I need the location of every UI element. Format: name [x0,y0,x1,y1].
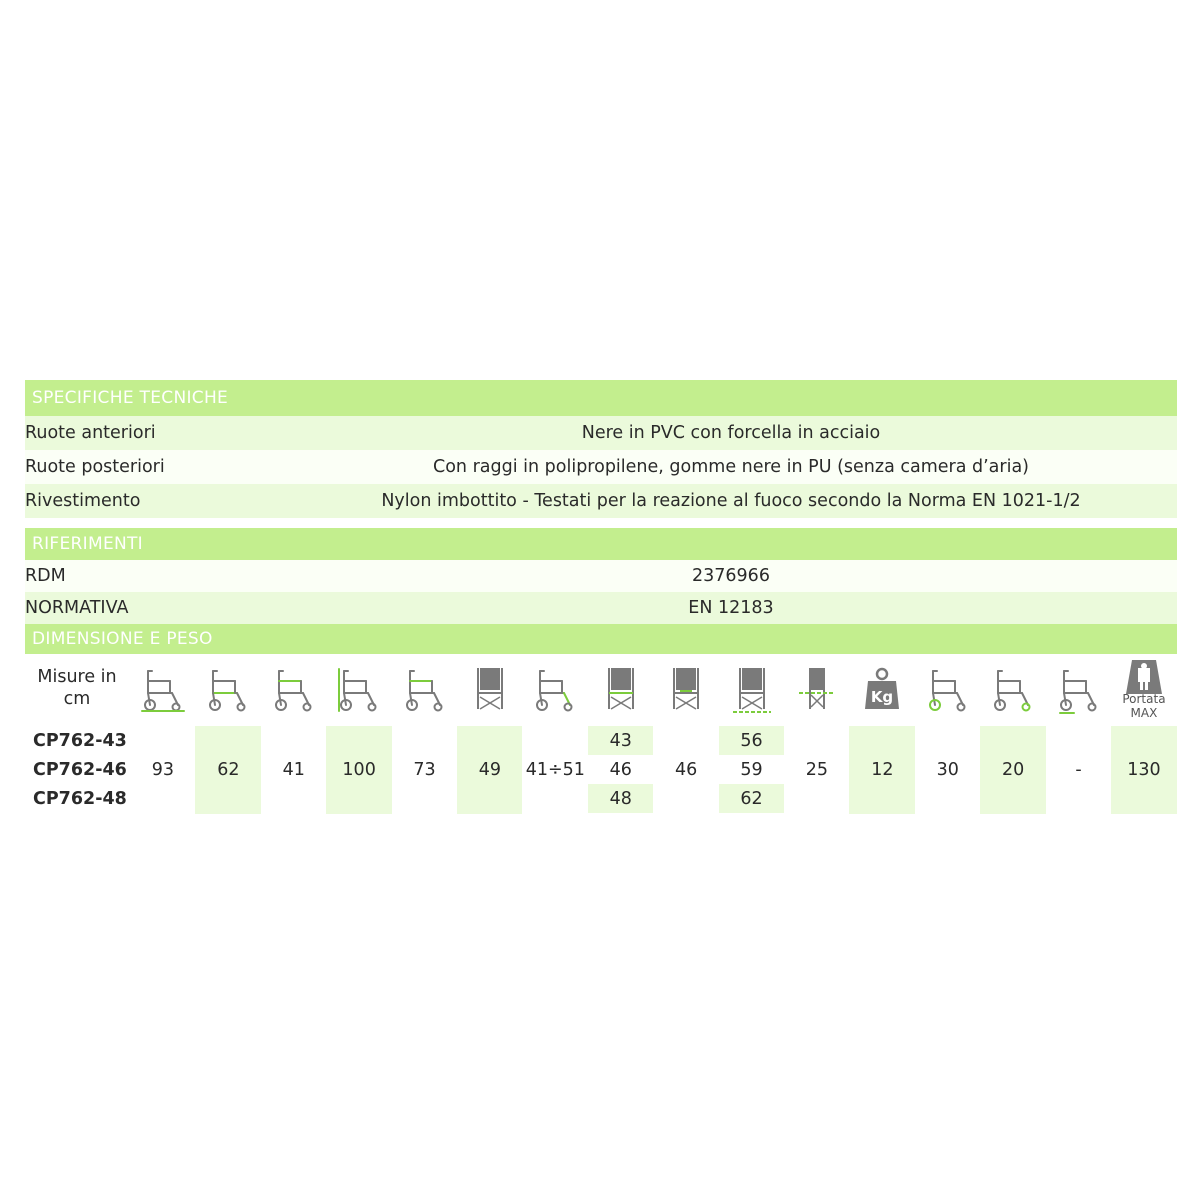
ref-value: 2376966 [692,566,770,586]
wheelchair-folded-width-icon [784,654,850,726]
dimension-column [392,654,458,814]
dimension-value: - [1075,760,1082,780]
ref-row [25,560,1177,592]
model-code: CP762-48 [33,788,127,809]
max-load-icon [1111,654,1177,726]
wheelchair-seat-width-icon [588,654,654,726]
dimension-column [261,654,327,814]
section-header-dims: DIMENSIONE E PESO [25,624,1177,654]
units-label: Misure in cm [37,667,117,709]
wheelchair-total-width-icon [719,654,785,726]
wheelchair-backrest-width-icon [457,654,523,726]
dimension-column [653,654,719,814]
ref-value: EN 12183 [688,598,774,618]
technical-spec-sheet [25,380,1177,816]
spec-value: Nylon imbottito - Testati per la reazione al fuoco secondo la Norma EN 1021-1/2 [381,491,1081,511]
dimension-column [915,654,981,814]
dimension-column [457,654,523,814]
wheelchair-folded-length-icon [195,654,261,726]
dimension-column [980,654,1046,814]
spec-label: Ruote anteriori [25,423,156,443]
wheelchair-footrest-height-icon [522,654,588,726]
dimension-column [522,654,588,814]
section-header-specs: SPECIFICHE TECNICHE [25,380,1177,416]
svg-text:Kg: Kg [871,688,894,706]
dimension-value: 43 [588,726,654,755]
dimension-value: 46 [674,760,698,780]
dimension-value: 93 [151,760,175,780]
dimension-value: 48 [588,784,654,813]
section-header-refs: RIFERIMENTI [25,528,1177,560]
dimension-value: 62 [719,784,785,813]
spec-row [25,484,1177,518]
dimension-column [130,654,196,814]
dimension-column [719,654,785,814]
ref-row [25,592,1177,624]
front-wheel-diameter-icon [915,654,981,726]
dimension-value: 73 [413,760,436,780]
wheelchair-folded-height-icon [392,654,458,726]
dimension-value: 130 [1127,760,1161,780]
dims-label-column [25,654,129,814]
spec-label: Rivestimento [25,491,141,511]
wheelchair-armrest-height-icon [261,654,327,726]
dimension-value: 49 [478,760,502,780]
dimension-column [1046,654,1112,814]
wheel-camber-icon [1046,654,1112,726]
dimension-value: 41÷51 [525,760,585,780]
ref-label: RDM [25,566,66,586]
spec-row [25,450,1177,484]
rear-wheel-diameter-icon [980,654,1046,726]
dimension-value: 62 [217,760,240,780]
dimension-value: 12 [871,760,894,780]
dimension-value: 41 [282,760,305,780]
model-code: CP762-43 [33,730,127,751]
dimension-value: 100 [342,760,376,780]
spec-row [25,416,1177,450]
spec-label: Ruote posteriori [25,457,165,477]
model-code: CP762-46 [33,759,127,780]
spec-value: Nere in PVC con forcella in acciaio [581,423,881,443]
dimension-column [1111,654,1177,814]
dimension-column [588,654,654,814]
dimension-column [195,654,261,814]
dimension-value: 25 [805,760,829,780]
dimension-value: 56 [719,726,785,755]
dimension-value: 59 [719,755,785,784]
weight-kg-icon [849,654,915,726]
wheelchair-total-length-icon [130,654,196,726]
dimension-value: 46 [588,755,654,784]
dimension-column [326,654,392,814]
max-load-caption: Portata MAX [1122,692,1166,720]
spec-value: Con raggi in polipropilene, gomme nere in PU (senza camera d’aria) [433,457,1029,477]
dimension-value: 30 [936,760,959,780]
wheelchair-seat-depth-icon [653,654,719,726]
wheelchair-total-height-icon [326,654,392,726]
dimension-value: 20 [1001,760,1025,780]
dimensions-table [25,654,1177,816]
dimension-column [849,654,915,814]
ref-label: NORMATIVA [25,598,129,618]
dimension-column [784,654,850,814]
